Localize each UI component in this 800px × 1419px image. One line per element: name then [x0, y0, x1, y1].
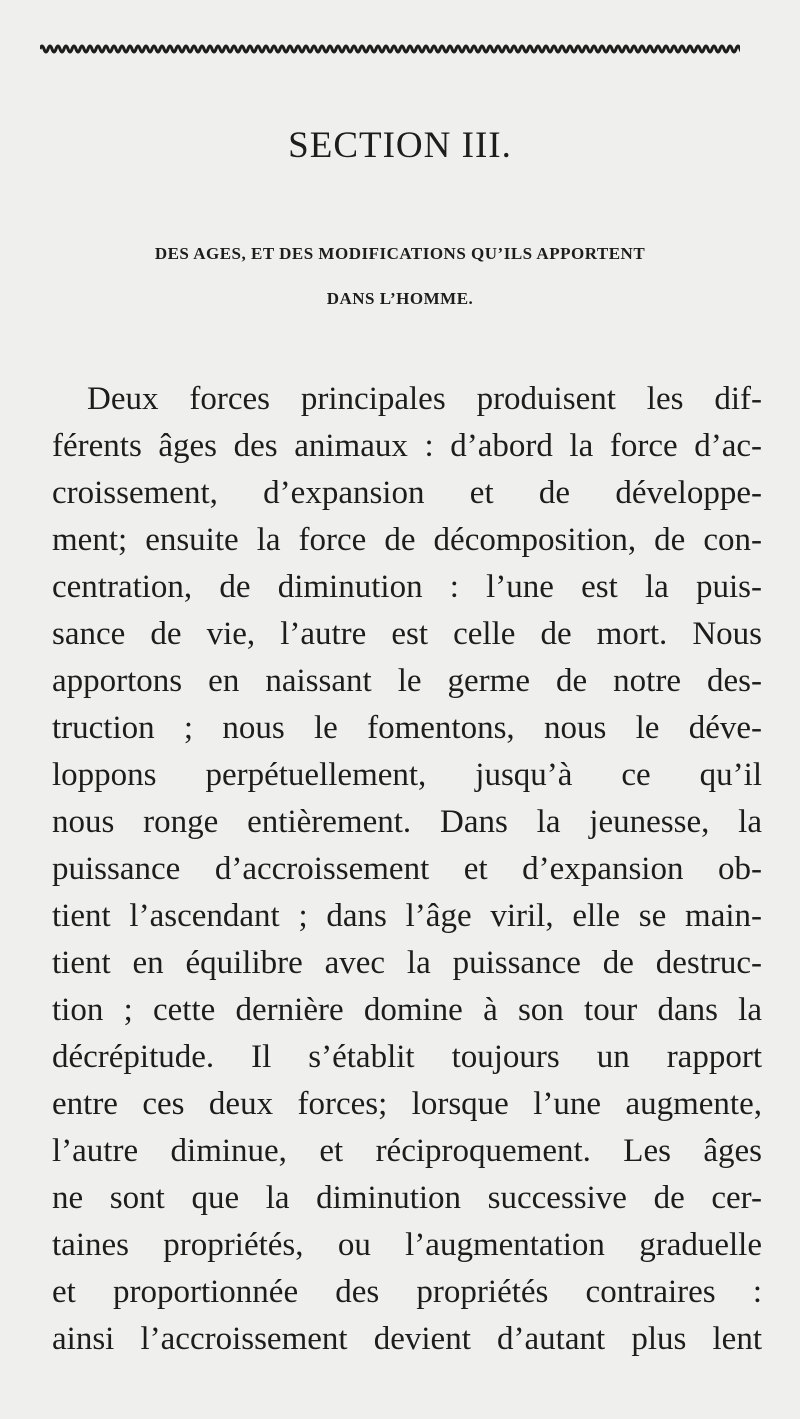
section-subtitle-line-1: DES AGES, ET DES MODIFICATIONS QU’ILS APPORTENT: [154, 244, 646, 263]
body-line: loppons perpétuellement, jusqu’à ce qu’il: [52, 757, 762, 793]
body-line: apportons en naissant le germe de notre des-: [52, 663, 762, 699]
section-subtitle-line-2: DANS L’HOMME.: [326, 289, 474, 308]
body-line: entre ces deux forces; lorsque l’une augmente,: [52, 1086, 762, 1122]
body-line: sance de vie, l’autre est celle de mort. Nous: [52, 616, 762, 652]
decorative-rule: [40, 40, 740, 58]
body-line: puissance d’accroissement et d’expansion ob-: [52, 851, 762, 887]
body-line: Deux forces principales produisent les dif-: [87, 381, 762, 417]
body-line: ainsi l’accroissement devient d’autant plus lent: [52, 1321, 762, 1357]
body-line: ne sont que la diminution successive de cer-: [52, 1180, 762, 1216]
body-line: décrépitude. Il s’établit toujours un rapport: [52, 1039, 762, 1075]
body-line: tion ; cette dernière domine à son tour dans la: [52, 992, 762, 1028]
body-line: l’autre diminue, et réciproquement. Les âges: [52, 1133, 762, 1169]
body-line: tient l’ascendant ; dans l’âge viril, elle se main-: [52, 898, 762, 934]
body-line: croissement, d’expansion et de développe-: [52, 475, 762, 511]
body-line: nous ronge entièrement. Dans la jeunesse, la: [52, 804, 762, 840]
body-line: férents âges des animaux : d’abord la force d’ac-: [52, 428, 762, 464]
section-title: SECTION III.: [288, 125, 512, 166]
body-line: centration, de diminution : l’une est la puis-: [52, 569, 762, 605]
body-line: tient en équilibre avec la puissance de destruc-: [52, 945, 762, 981]
body-line: taines propriétés, ou l’augmentation graduelle: [52, 1227, 762, 1263]
body-line: truction ; nous le fomentons, nous le déve-: [52, 710, 762, 746]
body-line: et proportionnée des propriétés contraires :: [52, 1274, 762, 1310]
body-line: ment; ensuite la force de décomposition, de con-: [52, 522, 762, 558]
